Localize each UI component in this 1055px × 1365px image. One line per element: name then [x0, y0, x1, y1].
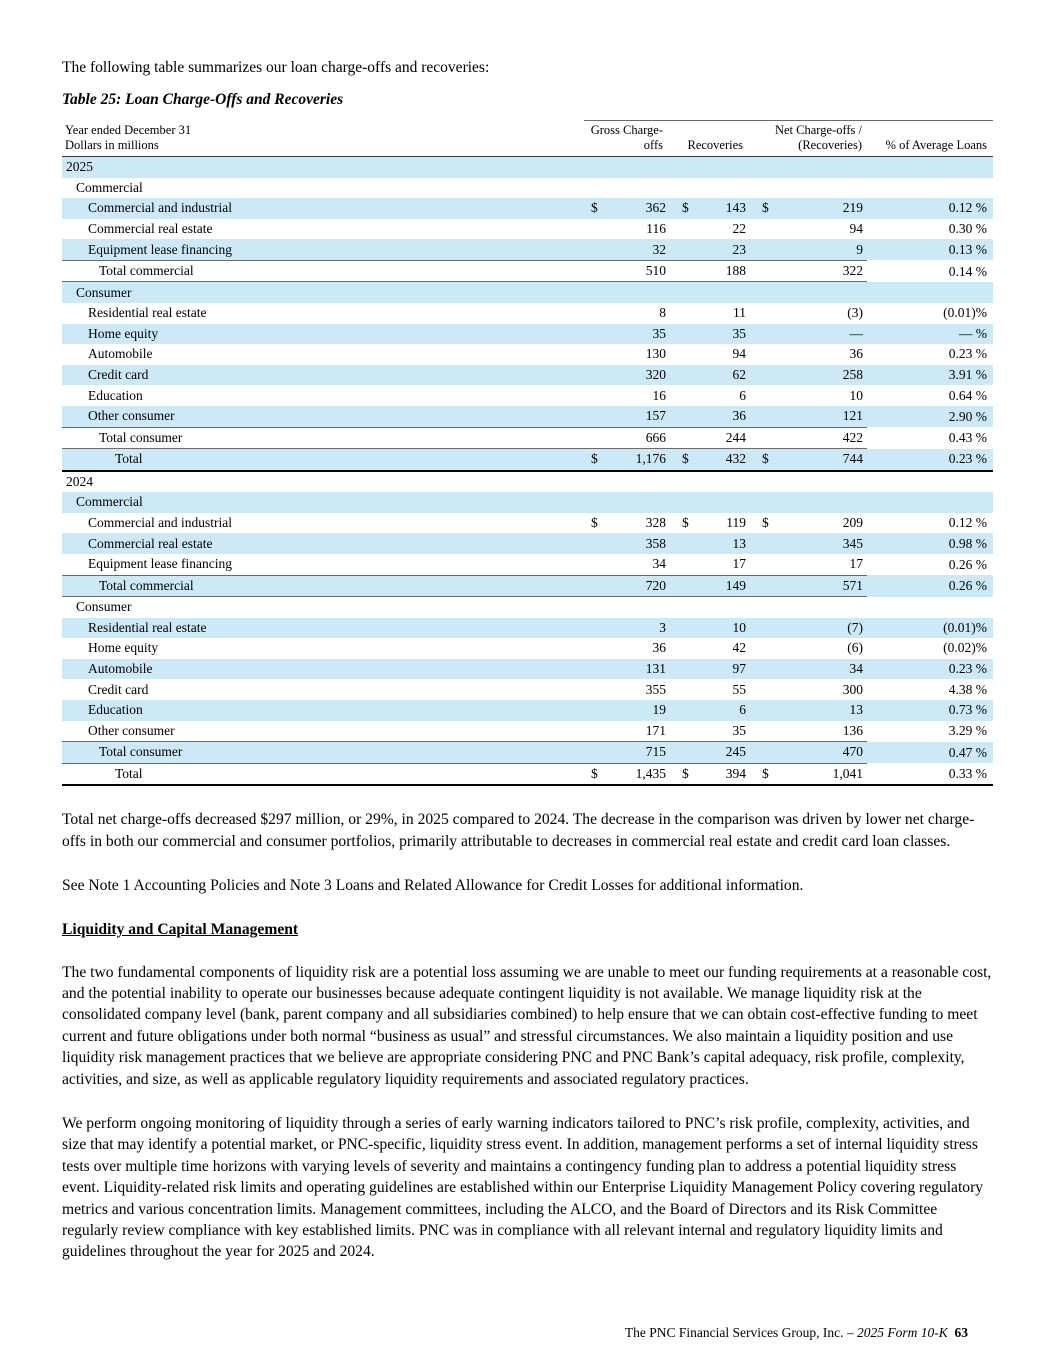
column-header-net: Net Charge-offs / (Recoveries) [748, 121, 867, 157]
gross-chargeoffs-value: 328 [645, 515, 667, 531]
dollar-sign-recoveries [668, 618, 690, 639]
row-label: Total [62, 763, 584, 785]
dollar-sign-net [748, 385, 770, 406]
dollar-sign-gross [584, 700, 608, 721]
net-chargeoffs-value: (7) [847, 619, 864, 635]
page-footer [625, 1325, 968, 1341]
dollar-sign-recoveries [668, 406, 690, 427]
dollar-sign-gross [584, 260, 608, 282]
dollar-sign-recoveries [668, 533, 690, 554]
dollar-sign-gross [584, 344, 608, 365]
recoveries-value: 143 [725, 200, 747, 216]
pct-average-loans-value: 0.12 % [948, 515, 988, 531]
dollar-sign-recoveries [668, 157, 690, 178]
row-label: Commercial and industrial [88, 515, 232, 531]
net-chargeoffs-value: (6) [847, 640, 864, 656]
dollar-sign-net [748, 260, 770, 282]
dollar-sign-net [748, 597, 770, 618]
recoveries-value: 42 [732, 640, 747, 656]
recoveries-value: 10 [732, 619, 747, 635]
dollar-sign-net [748, 471, 770, 493]
dollar-sign-gross [584, 533, 608, 554]
gross-chargeoffs-value [608, 471, 668, 493]
dollar-sign-recoveries [668, 344, 690, 365]
gross-chargeoffs-value [608, 178, 668, 199]
table-header-row [62, 121, 993, 157]
gross-chargeoffs-value: 16 [652, 387, 667, 403]
pct-average-loans-value [867, 282, 993, 303]
dollar-sign-recoveries: $ [668, 763, 690, 785]
gross-chargeoffs-value: 715 [608, 742, 668, 764]
dollar-sign-gross [584, 618, 608, 639]
row-label: Total commercial [62, 575, 584, 597]
table-row [62, 659, 993, 680]
table-row [62, 198, 993, 219]
net-chargeoffs-value: 219 [842, 200, 864, 216]
table-row [62, 260, 993, 282]
net-chargeoffs-value [770, 492, 867, 513]
dollar-sign-net [748, 721, 770, 742]
gross-chargeoffs-value: 157 [645, 408, 667, 424]
net-chargeoffs-value: 94 [849, 220, 864, 236]
recoveries-value: 17 [732, 556, 747, 572]
paragraph-chargeoffs-summary: Total net charge-offs decreased $297 million, or 29%, in 2025 compared to 2024. The decrease in the comparison was driven by lower net charge-offs in both our commercial and consumer portfolios, primarily attributable to decreases in commercial real estate and credit card loan classes. [62, 811, 975, 850]
dollar-sign-net [748, 178, 770, 199]
dollar-sign-recoveries [668, 679, 690, 700]
gross-chargeoffs-value: 130 [645, 346, 667, 362]
table-row [62, 157, 993, 178]
table-row [62, 385, 993, 406]
row-label: Total commercial [62, 260, 584, 282]
table-row [62, 282, 993, 303]
paragraph-see-notes: See Note 1 Accounting Policies and Note 3 Loans and Related Allowance for Credit Losses for additional information. [62, 877, 804, 895]
row-label: Total [62, 449, 584, 471]
pct-average-loans-value: 0.14 % [948, 263, 988, 279]
row-label: Total consumer [62, 742, 584, 764]
table-row [62, 449, 993, 471]
net-chargeoffs-value: (3) [847, 305, 864, 321]
recoveries-value: 244 [690, 427, 748, 449]
net-chargeoffs-value: 36 [849, 346, 864, 362]
row-label: Total consumer [62, 427, 584, 449]
dollar-sign-recoveries [668, 282, 690, 303]
table-row [62, 324, 993, 345]
dollar-sign-net: $ [762, 200, 769, 216]
dollar-sign-recoveries [668, 554, 690, 575]
dollar-sign-net [748, 282, 770, 303]
recoveries-value: 6 [739, 702, 747, 718]
dollar-sign-gross [584, 492, 608, 513]
dollar-sign-net [748, 344, 770, 365]
row-label: Other consumer [88, 722, 175, 738]
recoveries-value [690, 157, 748, 178]
dollar-sign-net [748, 700, 770, 721]
dollar-sign-gross [584, 597, 608, 618]
dollar-sign-recoveries [668, 385, 690, 406]
dollar-sign-net [748, 303, 770, 324]
recoveries-value: 36 [732, 408, 747, 424]
net-chargeoffs-value: 422 [770, 427, 867, 449]
pct-average-loans-value: (0.02)% [943, 640, 988, 656]
table-header-left [62, 121, 584, 157]
net-chargeoffs-value [770, 471, 867, 493]
pct-average-loans-value: 0.73 % [948, 702, 988, 718]
dollar-sign-gross [584, 742, 608, 764]
header-units-label: Dollars in millions [65, 138, 159, 152]
column-header-gross: Gross Charge-offs [584, 121, 668, 157]
pct-average-loans-value: 0.33 % [867, 763, 993, 785]
recoveries-value [690, 178, 748, 199]
gross-chargeoffs-value: 362 [645, 200, 667, 216]
pct-average-loans-value: 0.23 % [948, 346, 988, 362]
pct-average-loans-value: 0.23 % [867, 449, 993, 471]
table-row [62, 700, 993, 721]
row-label: Residential real estate [88, 305, 207, 321]
recoveries-value: 35 [732, 325, 747, 341]
dollar-sign-recoveries [668, 471, 690, 493]
table-row [62, 219, 993, 240]
table-row [62, 618, 993, 639]
dollar-sign-recoveries [668, 324, 690, 345]
net-chargeoffs-value: 209 [842, 515, 864, 531]
dollar-sign-gross [584, 427, 608, 449]
pct-average-loans-value: 0.30 % [948, 220, 988, 236]
recoveries-value: 394 [690, 763, 748, 785]
dollar-sign-recoveries [668, 427, 690, 449]
dollar-sign-recoveries [668, 492, 690, 513]
dollar-sign-recoveries [668, 260, 690, 282]
pct-average-loans-value [867, 597, 993, 618]
row-label: Education [88, 387, 143, 403]
dollar-sign-gross: $ [584, 763, 608, 785]
dollar-sign-net [748, 492, 770, 513]
dollar-sign-net [748, 239, 770, 260]
dollar-sign-gross: $ [584, 449, 608, 471]
table-row [62, 597, 993, 618]
gross-chargeoffs-value: 666 [608, 427, 668, 449]
net-chargeoffs-value: 322 [770, 260, 867, 282]
recoveries-value [690, 597, 748, 618]
dollar-sign-net [748, 618, 770, 639]
row-label: Equipment lease financing [88, 241, 232, 257]
pct-average-loans-value: 0.13 % [948, 242, 988, 257]
recoveries-value: 94 [732, 346, 747, 362]
pct-average-loans-value [867, 157, 993, 178]
net-chargeoffs-value: 10 [849, 387, 864, 403]
dollar-sign-recoveries [668, 700, 690, 721]
row-label: Commercial [76, 494, 143, 510]
dollar-sign-net [748, 324, 770, 345]
gross-chargeoffs-value [608, 282, 668, 303]
table-row [62, 575, 993, 597]
dollar-sign-gross [584, 219, 608, 240]
table-row [62, 239, 993, 260]
dollar-sign-gross [584, 638, 608, 659]
dollar-sign-net: $ [762, 515, 769, 531]
net-chargeoffs-value: 300 [842, 681, 864, 697]
dollar-sign-recoveries [668, 721, 690, 742]
gross-chargeoffs-value: 510 [608, 260, 668, 282]
dollar-sign-gross: $ [591, 200, 598, 216]
dollar-sign-recoveries [668, 575, 690, 597]
table-row [62, 679, 993, 700]
net-chargeoffs-value: 121 [842, 408, 864, 424]
dollar-sign-recoveries [668, 638, 690, 659]
dollar-sign-net [748, 742, 770, 764]
dollar-sign-recoveries: $ [682, 200, 689, 216]
dollar-sign-recoveries [668, 659, 690, 680]
recoveries-value: 22 [732, 220, 747, 236]
dollar-sign-recoveries [668, 178, 690, 199]
net-chargeoffs-value [770, 282, 867, 303]
net-chargeoffs-value: 9 [856, 241, 864, 257]
net-chargeoffs-value: 345 [842, 535, 864, 551]
dollar-sign-recoveries: $ [682, 515, 689, 531]
pct-average-loans-value [867, 471, 993, 493]
dollar-sign-gross [584, 239, 608, 260]
gross-chargeoffs-value: 1,176 [608, 449, 668, 471]
gross-chargeoffs-value: 36 [652, 640, 667, 656]
dollar-sign-net [748, 427, 770, 449]
recoveries-value: 245 [690, 742, 748, 764]
column-header-recoveries: Recoveries [668, 121, 748, 157]
gross-chargeoffs-value [608, 157, 668, 178]
gross-chargeoffs-value [608, 492, 668, 513]
dollar-sign-recoveries [668, 303, 690, 324]
pct-average-loans-value: 0.43 % [948, 430, 988, 446]
dollar-sign-gross [584, 471, 608, 493]
dollar-sign-gross [584, 303, 608, 324]
dollar-sign-gross [584, 659, 608, 680]
table-row [62, 763, 993, 785]
dollar-sign-net [748, 659, 770, 680]
dollar-sign-gross [584, 406, 608, 427]
dollar-sign-gross [584, 157, 608, 178]
table-row [62, 406, 993, 427]
gross-chargeoffs-value: 19 [652, 702, 667, 718]
row-label: Home equity [88, 325, 159, 341]
pct-average-loans-value: 0.23 % [948, 661, 988, 677]
gross-chargeoffs-value [608, 597, 668, 618]
net-chargeoffs-value: 13 [849, 702, 864, 718]
gross-chargeoffs-value: 34 [652, 556, 667, 572]
dollar-sign-gross [584, 365, 608, 386]
table-row [62, 471, 993, 493]
pct-average-loans-value: 3.91 % [948, 366, 988, 382]
pct-average-loans-value [867, 178, 993, 199]
dollar-sign-recoveries [668, 742, 690, 764]
row-label: Credit card [88, 366, 149, 382]
table-row [62, 742, 993, 764]
pct-average-loans-value: 3.29 % [948, 723, 988, 739]
pct-average-loans-value: (0.01)% [943, 619, 988, 635]
dollar-sign-net [748, 638, 770, 659]
recoveries-value: 97 [732, 661, 747, 677]
footer-company-name: The PNC Financial Services Group, Inc. – [624, 1325, 857, 1340]
dollar-sign-gross [584, 721, 608, 742]
footer-page-number: 63 [954, 1325, 968, 1340]
pct-average-loans-value: 0.12 % [948, 200, 988, 216]
gross-chargeoffs-value: 131 [645, 661, 667, 677]
recoveries-value: 119 [726, 515, 747, 531]
intro-text: The following table summarizes our loan charge-offs and recoveries: [62, 59, 490, 76]
gross-chargeoffs-value: 8 [659, 305, 667, 321]
section-heading-liquidity: Liquidity and Capital Management [62, 920, 299, 938]
table-row [62, 178, 993, 199]
pct-average-loans-value [867, 492, 993, 513]
recoveries-value: 35 [732, 722, 747, 738]
pct-average-loans-value: 0.98 % [948, 535, 988, 551]
pct-average-loans-value: 0.47 % [948, 744, 988, 760]
row-label: Commercial real estate [88, 535, 213, 551]
pct-average-loans-value: (0.01)% [943, 305, 988, 321]
table-row [62, 721, 993, 742]
gross-chargeoffs-value: 320 [645, 366, 667, 382]
table-row [62, 427, 993, 449]
table-row [62, 533, 993, 554]
dollar-sign-gross: $ [591, 515, 598, 531]
recoveries-value [690, 282, 748, 303]
pct-average-loans-value: — % [958, 325, 988, 341]
pct-average-loans-value: 0.26 % [948, 556, 988, 572]
footer-form-name: 2025 Form 10-K [857, 1325, 948, 1340]
dollar-sign-net [748, 157, 770, 178]
net-chargeoffs-value: 136 [842, 722, 864, 738]
dollar-sign-recoveries [668, 239, 690, 260]
net-chargeoffs-value [770, 178, 867, 199]
row-label: Education [88, 702, 143, 718]
net-chargeoffs-value: — [849, 325, 864, 341]
gross-chargeoffs-value: 358 [645, 535, 667, 551]
recoveries-value: 149 [690, 575, 748, 597]
row-label: Commercial and industrial [88, 200, 232, 216]
table-row [62, 365, 993, 386]
row-label: Consumer [76, 284, 132, 300]
dollar-sign-gross [584, 385, 608, 406]
dollar-sign-gross [584, 554, 608, 575]
gross-chargeoffs-value: 1,435 [608, 763, 668, 785]
pct-average-loans-value: 2.90 % [948, 408, 988, 424]
gross-chargeoffs-value: 116 [646, 220, 667, 236]
dollar-sign-net [748, 554, 770, 575]
pct-average-loans-value: 0.64 % [948, 387, 988, 403]
recoveries-value: 11 [733, 305, 747, 321]
recoveries-value: 23 [732, 241, 747, 257]
row-label: 2025 [66, 159, 93, 175]
row-label: Credit card [88, 681, 149, 697]
table-row [62, 638, 993, 659]
dollar-sign-gross [584, 324, 608, 345]
recoveries-value: 6 [739, 387, 747, 403]
dollar-sign-net [748, 575, 770, 597]
table-row [62, 554, 993, 575]
recoveries-value [690, 492, 748, 513]
dollar-sign-recoveries [668, 365, 690, 386]
table-row [62, 492, 993, 513]
row-label: Other consumer [88, 408, 175, 424]
recoveries-value: 55 [732, 681, 747, 697]
gross-chargeoffs-value: 3 [659, 619, 667, 635]
dollar-sign-gross [584, 575, 608, 597]
row-label: Commercial [76, 179, 143, 195]
row-label: Home equity [88, 640, 159, 656]
dollar-sign-recoveries: $ [668, 449, 690, 471]
recoveries-value: 432 [690, 449, 748, 471]
net-chargeoffs-value: 17 [849, 556, 864, 572]
dollar-sign-gross [584, 178, 608, 199]
dollar-sign-net [748, 679, 770, 700]
gross-chargeoffs-value: 171 [645, 722, 667, 738]
net-chargeoffs-value [770, 157, 867, 178]
dollar-sign-net [748, 533, 770, 554]
row-label: Residential real estate [88, 619, 207, 635]
net-chargeoffs-value: 744 [770, 449, 867, 471]
pct-average-loans-value: 4.38 % [948, 681, 988, 697]
net-chargeoffs-value: 571 [770, 575, 867, 597]
dollar-sign-gross [584, 679, 608, 700]
table-row [62, 513, 993, 534]
net-chargeoffs-value: 1,041 [770, 763, 867, 785]
dollar-sign-net: $ [748, 763, 770, 785]
row-label: Automobile [88, 346, 153, 362]
net-chargeoffs-value: 258 [842, 366, 864, 382]
recoveries-value: 188 [690, 260, 748, 282]
dollar-sign-net [748, 406, 770, 427]
loan-chargeoffs-table [62, 120, 993, 786]
row-label: Equipment lease financing [88, 556, 232, 572]
gross-chargeoffs-value: 35 [652, 325, 667, 341]
recoveries-value: 13 [732, 535, 747, 551]
table-row [62, 303, 993, 324]
recoveries-value [690, 471, 748, 493]
dollar-sign-recoveries [668, 219, 690, 240]
table-title: Table 25: Loan Charge-Offs and Recoveries [62, 91, 344, 108]
dollar-sign-net [748, 219, 770, 240]
net-chargeoffs-value: 470 [770, 742, 867, 764]
table-row [62, 344, 993, 365]
row-label: Commercial real estate [88, 220, 213, 236]
pct-average-loans-value: 0.26 % [948, 578, 988, 594]
net-chargeoffs-value: 34 [849, 661, 864, 677]
net-chargeoffs-value [770, 597, 867, 618]
row-label: Consumer [76, 599, 132, 615]
recoveries-value: 62 [732, 366, 747, 382]
gross-chargeoffs-value: 355 [645, 681, 667, 697]
column-header-pct: % of Average Loans [867, 121, 993, 157]
paragraph-liquidity-monitoring: We perform ongoing monitoring of liquidity through a series of early warning indicators tailored to PNC’s risk profile, complexity, activities, and size that may identify a potential market, or PNC-specific, liquidity stress event. In addition, management performs a set of internal liquidity stress tests over multiple time horizons with varying levels of severity and maintains a contingency funding plan to address a potential liquidity stress event. Liquidity-related risk limits and operating guidelines are established within our Enterprise Liquidity Management Policy covering regulatory metrics and various concentration limits. Management committees, including the ALCO, and the Board of Directors and its Risk Committee regularly review compliance with key established limits. PNC was in compliance with all relevant internal and regulatory liquidity limits and guidelines throughout the year for 2025 and 2024. [62, 1115, 984, 1261]
row-label: 2024 [66, 473, 93, 489]
paragraph-liquidity-components: The two fundamental components of liquidity risk are a potential loss assuming we are unable to meet our funding requirements at a reasonable cost, and the potential inability to operate our businesses because adequate contingent liquidity is not available. We manage liquidity risk at the consolidated company level (bank, parent company and all subsidiaries combined) to help ensure that we can obtain cost-effective funding to meet current and future obligations under both normal “business as usual” and stressful circumstances. We also maintain a liquidity position and use liquidity risk management practices that we believe are appropriate considering PNC and PNC Bank’s capital adequacy, risk profile, complexity, activities, and size, as well as applicable regulatory liquidity requirements and associated regulatory practices. [62, 963, 992, 1088]
dollar-sign-net: $ [748, 449, 770, 471]
dollar-sign-gross [584, 282, 608, 303]
gross-chargeoffs-value: 32 [652, 241, 667, 257]
gross-chargeoffs-value: 720 [608, 575, 668, 597]
row-label: Automobile [88, 661, 153, 677]
dollar-sign-net [748, 365, 770, 386]
dollar-sign-recoveries [668, 597, 690, 618]
header-year-label: Year ended December 31 [65, 123, 192, 137]
